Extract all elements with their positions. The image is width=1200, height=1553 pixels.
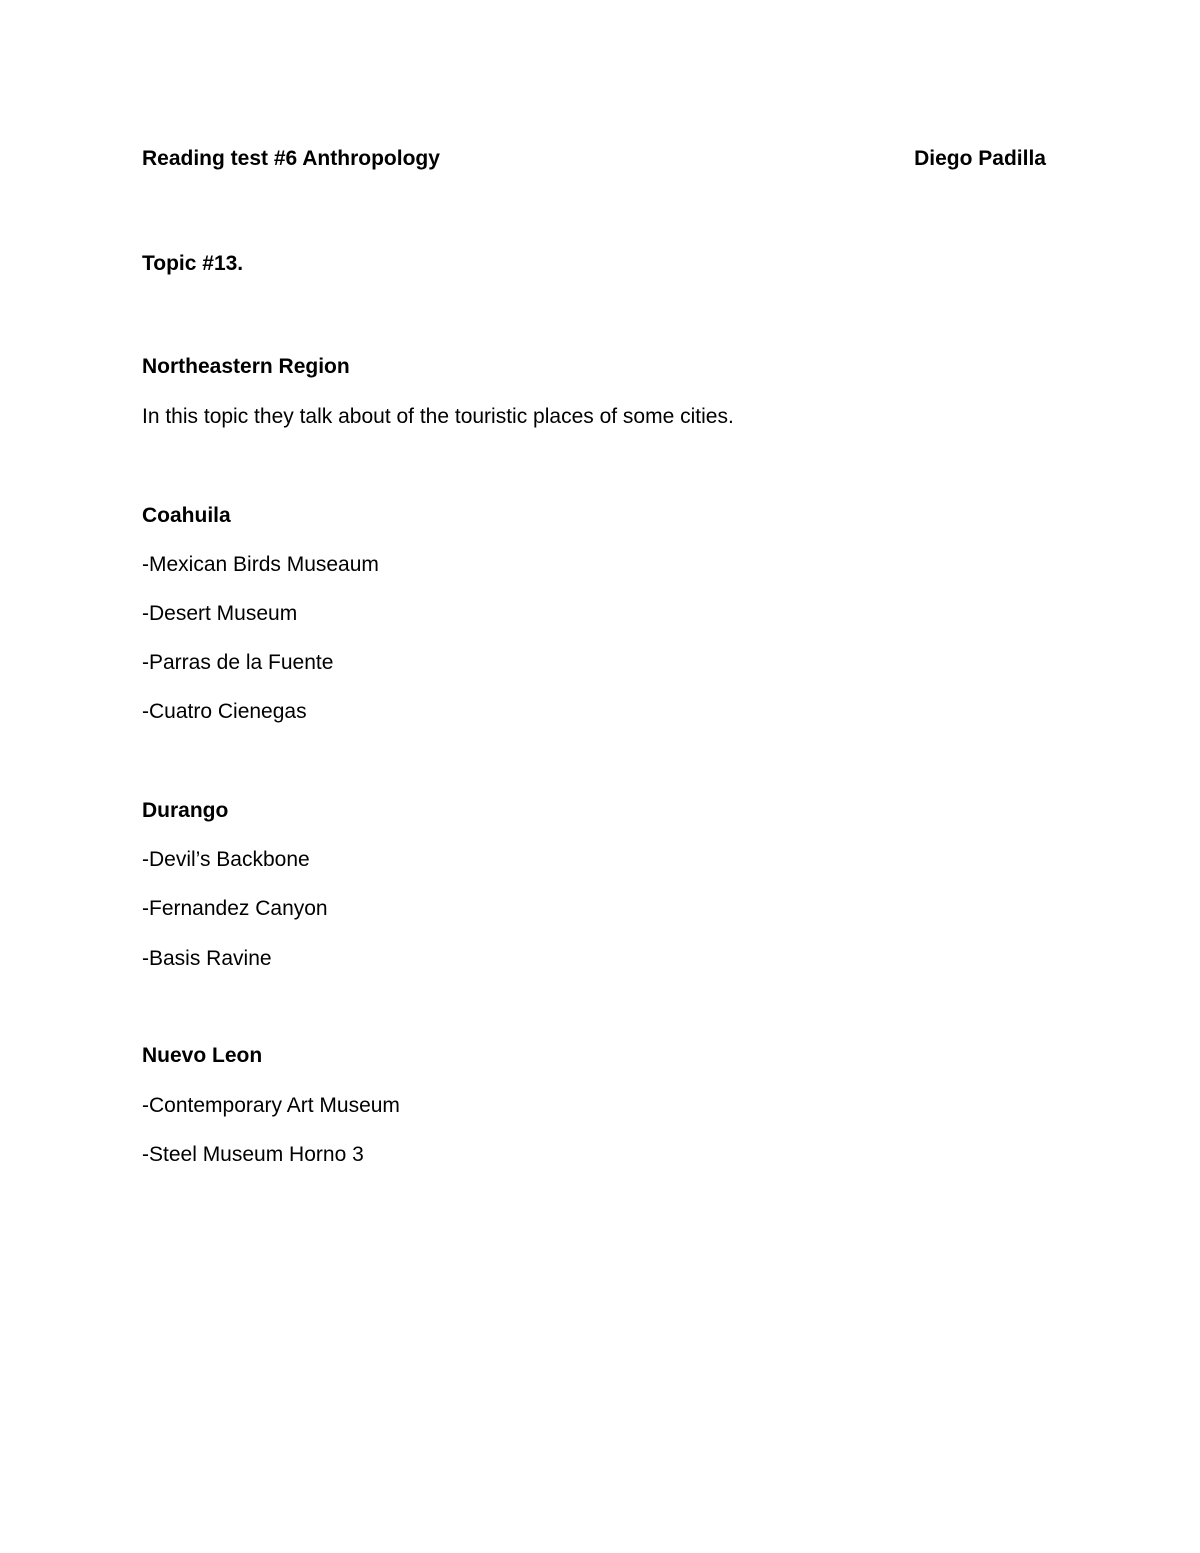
region-intro: In this topic they talk about of the touristic places of some cities. (142, 405, 734, 428)
document-title: Reading test #6 Anthropology (142, 147, 440, 170)
list-item: -Mexican Birds Museaum (142, 553, 379, 576)
section-heading-coahuila: Coahuila (142, 504, 231, 527)
list-item: -Fernandez Canyon (142, 897, 328, 920)
section-heading-nuevo-leon: Nuevo Leon (142, 1044, 263, 1067)
section-heading-durango: Durango (142, 799, 229, 822)
author-name: Diego Padilla (914, 147, 1046, 170)
list-item: -Basis Ravine (142, 947, 272, 970)
list-item: -Devil’s Backbone (142, 848, 310, 871)
list-item: -Contemporary Art Museum (142, 1094, 400, 1117)
list-item: -Cuatro Cienegas (142, 700, 307, 723)
list-item: -Desert Museum (142, 602, 298, 625)
list-item: -Steel Museum Horno 3 (142, 1143, 364, 1166)
topic-number: Topic #13. (142, 252, 244, 275)
list-item: -Parras de la Fuente (142, 651, 334, 674)
region-heading: Northeastern Region (142, 355, 350, 378)
